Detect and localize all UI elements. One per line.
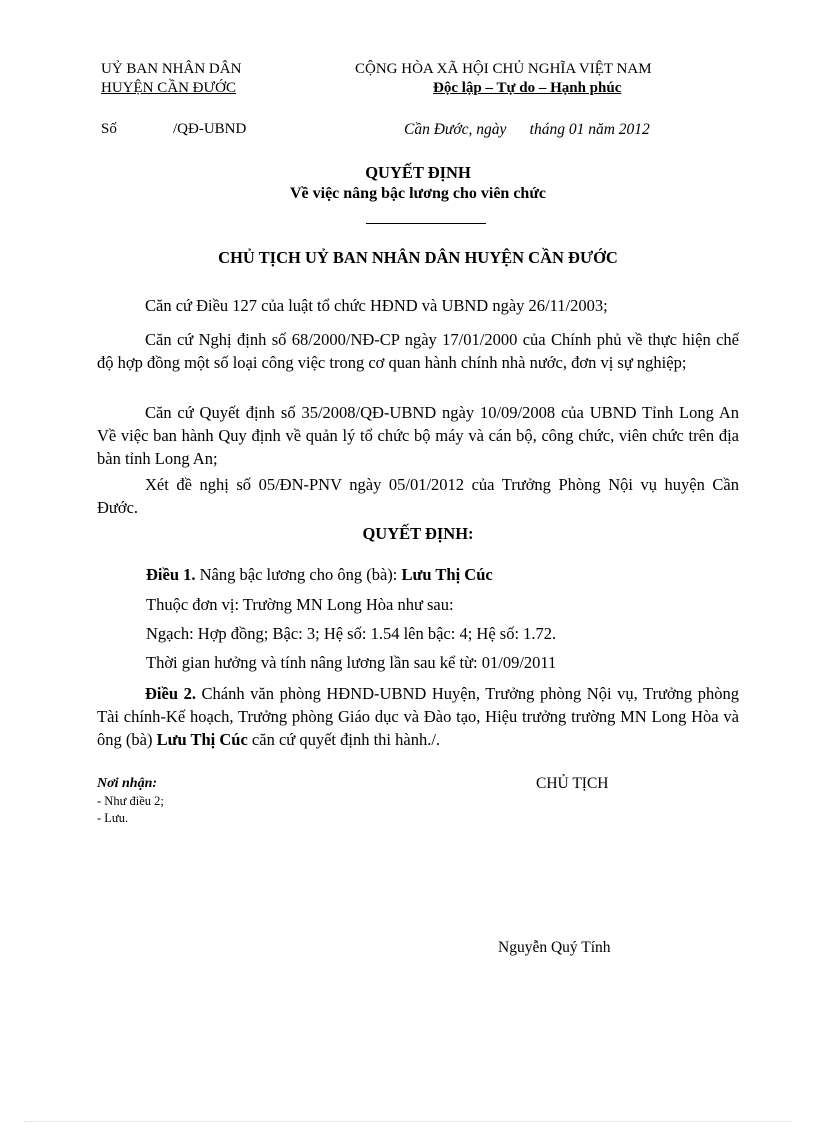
- title-divider: [366, 223, 486, 224]
- article-2-employee-name: Lưu Thị Cúc: [156, 730, 248, 749]
- document-subject: Về việc nâng bậc lương cho viên chức: [289, 185, 547, 202]
- article-2-text: Chánh văn phòng HĐND-UBND Huyện, Trưởng phòng Nội vụ, Trưởng phòng Tài chính-Kế hoạch, Trưởng phòng Giáo dục và Đào tạo, Hiệu trưởng trường MN Long Hòa và ông (bà): [97, 684, 740, 749]
- place-and-date: Cần Đước, ngày tháng 01 năm 2012: [404, 121, 650, 138]
- decision-heading: QUYẾT ĐỊNH:: [362, 524, 474, 543]
- article-2-text-end: căn cứ quyết định thi hành./.: [247, 730, 441, 749]
- signer-title: CHỦ TỊCH: [536, 775, 609, 792]
- signer-name: Nguyễn Quý Tính: [498, 939, 611, 956]
- basis-paragraph-2: Căn cứ Nghị định số 68/2000/NĐ-CP ngày 17/01/2000 của Chính phủ về thực hiện chế độ hợp đồng một số loại công việc trong cơ quan hành chính nhà nước, đơn vị sự nghiệp;: [97, 330, 739, 372]
- org-name-line1: UỶ BAN NHÂN DÂN: [101, 61, 242, 77]
- employee-name: Lưu Thị Cúc: [401, 565, 493, 584]
- article-1-time: Thời gian hưởng và tính nâng lương lần sau kể từ: 01/09/2011: [146, 653, 557, 672]
- article-1-grade: Ngạch: Hợp đồng; Bậc: 3; Hệ số: 1.54 lên bậc: 4; Hệ số: 1.72.: [146, 624, 557, 643]
- page-bottom-edge: [24, 1121, 792, 1122]
- article-1: [146, 565, 493, 585]
- article-2: [97, 682, 739, 751]
- recipient-item: - Lưu.: [97, 811, 129, 825]
- basis-paragraph-4: Xét đề nghị số 05/ĐN-PNV ngày 05/01/2012 của Trưởng Phòng Nội vụ huyện Cần Đước.: [97, 475, 739, 517]
- recipient-item: - Như điều 2;: [97, 794, 164, 808]
- document-number-suffix: /QĐ-UBND: [173, 121, 247, 137]
- document-title: QUYẾT ĐỊNH: [365, 163, 471, 182]
- article-1-unit: Thuộc đơn vị: Trường MN Long Hòa như sau:: [146, 595, 454, 614]
- article-1-label: Điều 1.: [146, 565, 196, 584]
- basis-paragraph-3: Căn cứ Quyết định số 35/2008/QĐ-UBND ngày 10/09/2008 của UBND Tỉnh Long An Về việc ban hành Quy định về quản lý tổ chức bộ máy và cán bộ, công chức, viên chức trên địa bàn tỉnh Long An;: [97, 403, 739, 468]
- article-1-text: Nâng bậc lương cho ông (bà):: [195, 565, 402, 584]
- national-motto: Độc lập – Tự do – Hạnh phúc: [433, 80, 622, 96]
- recipients-title: Nơi nhận:: [97, 776, 158, 791]
- issuing-authority: CHỦ TỊCH UỶ BAN NHÂN DÂN HUYỆN CẦN ĐƯỚC: [218, 248, 618, 267]
- country-name: CỘNG HÒA XÃ HỘI CHỦ NGHĨA VIỆT NAM: [355, 61, 652, 77]
- article-2-label: Điều 2.: [145, 684, 196, 703]
- basis-paragraph-1: Căn cứ Điều 127 của luật tổ chức HĐND và UBND ngày 26/11/2003;: [145, 296, 608, 315]
- document-number-label: Số: [101, 121, 117, 137]
- org-name-line2: HUYỆN CẦN ĐƯỚC: [101, 80, 236, 96]
